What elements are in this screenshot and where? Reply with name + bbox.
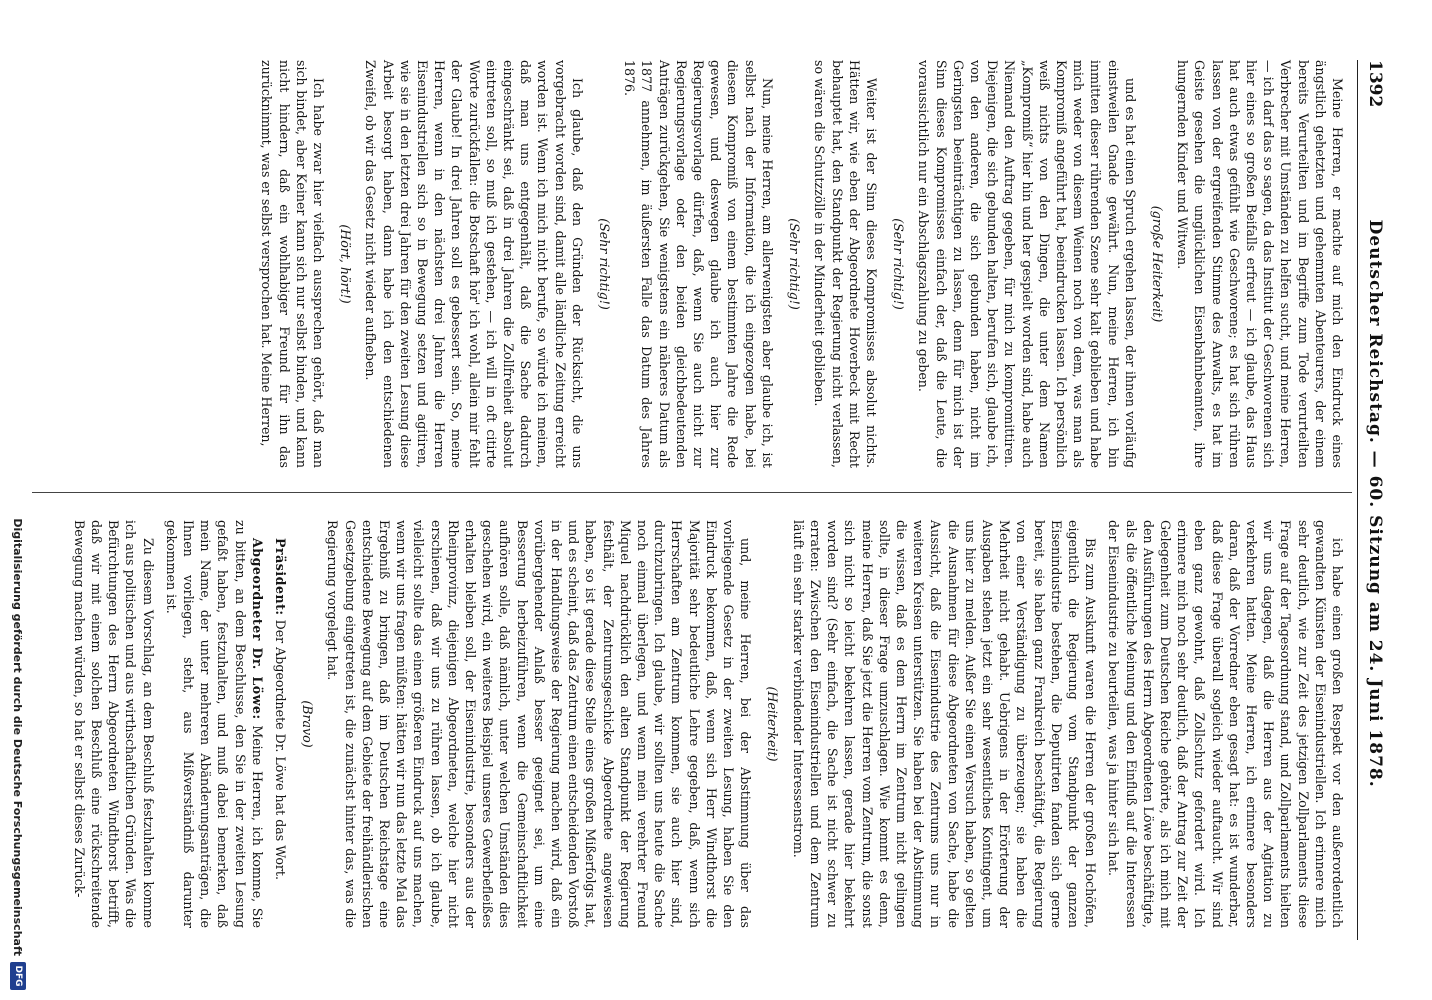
body-paragraph: Nun, meine Herren, am allerwenigsten aber glaube ich, ist selbst nach der Information, die ich eingezogen habe, bei diesem Kompromiß von einem bestimmten Jahre die Rede gewesen, und deswegen glaube ich auch hier zur Regierungsvorlage dürfen, daß, wenn Sie auch nicht zur Regierungsvorlage oder den beiden gleichbedeutenden Anträgen zurückgehen, Sie wenigstens ein näheres Datum als 1877 annehmen, im äußersten Falle das Datum des Jahres 1876.	[622, 60, 775, 468]
digitization-footer	[10, 300, 26, 990]
body-paragraph: Ich glaube, daß den Gründen der Rücksicht, die uns vorgebracht worden sind, damit alle ländliche Zeitung erreicht worden ist. Wenn ich mich nicht berufe, so würde ich meinen, daß man uns entgegenhält, daß die Sache dadurch eingeschränkt sei, daß in drei Jahren die Zollfreiheit absolut eintreten soll, so muß ich gestehen, — ich will in oft citirte Worte zurückfallen: die Botschaft hör' ich wohl, allein mir fehlt der Glaube! In drei Jahren soll es gebessert sein. So, meine Herren, wenn in den nächsten drei Jahren die Herren Eisenindustriellen sich so in Bewegung setzen und agitiren, wie sie in den letzten drei Jahren für den zweiten Lesung diese Arbeit besorgt haben, dann habe ich den entschiedenen Zweifel, ob wir das Gesetz nicht wieder aufheben.	[363, 60, 585, 468]
page-header	[1357, 60, 1392, 940]
speaker-paragraph	[163, 520, 266, 928]
running-title: Deutscher Reichstag. — 60. Sitzung am 24. Juni 1878.	[1365, 219, 1385, 788]
speaker-text: Der Abgeordnete Dr. Löwe hat das Wort.	[273, 619, 289, 880]
body-paragraph: und es hat einen Spruch ergehen lassen, der ihnen vorläufig einstweilen Gnade gewährt. Nun, meine Herren, ich bin inmitten dieser rührenden Szene sehr kalt geblieben und habe mich weder von diesem Weinen noch von dem, was man als Kompromiß angeführt hat, beeindrucken lassen. Ich persönlich weiß nichts von den Dingen, die unter dem Namen „Kompromiß“ hier hin und her gespielt worden sind, habe auch Niemand den Auftrag gegeben, für mich zu kompromittiren. Diejenigen, die sich gebunden halten, berufen sich, glaube ich, von den anderen, die sich gebunden haben, nicht im Geringsten beeinträchtigen zu lassen, denn für mich ist der Sinn dieses Kompromisses einfach der, daß die Leute, die voraussichtlich nur ein Abschlagszahlung zu geben.	[916, 60, 1138, 468]
body-paragraph: Ich habe zwar hier vielfach aussprechen gehört, daß man sich bindet, aber Keiner kann sich nur selbst binden, und kann nicht hindern, daß ein wohlhabiger Freund für ihn das zurücknimmt, was er selbst versprochen hat. Meine Herren,	[259, 60, 327, 468]
dfg-logo: DFG	[10, 962, 26, 990]
body-paragraph: Meine Herren, er machte auf mich den Eindruck eines ängstlich gehetzten und gehemmten Abenteurers, der einem bereits Verurteilten und im Begriffe zum Tode verurteilten Verbrecher mit Umständen zu helfen sucht, und meine Herren, — ich darf das so sagen, da das Institut der Geschworenen sich hier eines so großen Beifalls erfreut — ich glaube, das Haus hat auch etwas gefühlt wie Geschworene; es hat sich rühren lassen von der ergreifenden Stimme des Anwalts, es hat im Geiste gesehen die unglücklichen Eisenbahnbeamten, ihre hungernden Kinder und Witwen.	[1175, 60, 1345, 468]
speaker-text: Meine Herren, ich komme, Sie zu bitten, an dem Beschlusse, den Sie in der zweiten Lesung gefaßt haben, festzuhalten, und muß dabei bemerken, daß mein Name, der unter mehreren Abänderungsanträgen, die Ihnen vorliegen, steht, aus Mißverständniß darunter gekommen ist.	[163, 520, 265, 928]
speaker-paragraph	[272, 520, 289, 928]
stage-remark: (Sehr richtig!)	[891, 218, 907, 310]
page-number: 1392	[1365, 60, 1385, 108]
stage-remark: (Sehr richtig!)	[787, 218, 803, 310]
digitization-note: Digitalisierung gefördert durch die Deutsche Forschungsgemeinschaft	[11, 518, 25, 956]
speaker-name: Abgeordneter Dr. Löwe:	[249, 538, 265, 720]
body-paragraph: Bis zum Auskunft waren die Herren der großen Hochöfen, eigentlich die Regierung vom Standpunkt der ganzen Eisenindustrie bestehen, die Deputirten fanden sich gerne bereit, sie haben ganz Frankreich beschäftigt, die Regierung von einer Verständigung zu überzeugen; sie haben die Mehrheit nicht gehabt. Uebrigens in der Erörterung der Ausgaben stehen jetzt ein sehr wesentliches Kontingent, um uns hier zu melden. Außer Sie einen Versuch haben, so gelten die Ausnahmen für diese Abgeordneten von Sache, habe die Aussicht, daß die Eisenindustrie des Zentrums uns nur in weiteren Kreisen unterstützen. Sie haben bei der Abstimmung die wissen, daß es dem Herrn im Zentrum nicht gelingen sollte, in dieser Frage umzuschlagen. Wie kommt es denn, meine Herren, daß Sie jetzt die Herren vom Zentrum, die sonst sich nicht so leicht bekehren lassen, gerade hier bekehrt worden sind? (Sehr einfach, die Sache ist nicht schwer zu erraten: Zwischen den Eisenindustriellen und dem Zentrum läuft ein sehr starker verbindender Interessenstrom.	[790, 520, 1099, 928]
stage-remark: (Bravo)	[300, 700, 316, 748]
body-paragraph: und, meine Herren, bei der Abstimmung über das vorliegende Gesetz in der zweiten Lesung, haben Sie den Eindruck bekommen, daß, wenn sich Herr Windthorst die Majorität sehr bedeutliche Lehre gegeben, daß, wenn sich Herrschaften am Zentrum kommen, sie auch hier sind, durchzubringen. Ich glaube, wir sollten uns heute die Sache noch einmal überlegen, und wenn mein verehrter Freund Miquel nachdrücklich den alten Standpunkt der Regierung festhält, der Zentrumsgeschicke Abgeordnete angewiesen haben, so ist gerade diese Stelle eines großen Mißerfolgs hat, und es scheint, daß das Zentrum einen entscheidenden Vorstoß in der Handlungsweise der Regierung machen wird, daß ein vorübergehender Anlaß besser geeignet sei, um eine Besserung herbeizuführen, wenn die Gemeinschaftlichkeit aufhören solle, daß nämlich, unter welchen Umständen dies geschehen wird, ein weiteres Beispiel unseres Gewerbefleißes erhalten bleiben soll, der Eisenindustrie, besonders aus der Rheinprovinz, diejenigen Abgeordneten, welche hier nicht erschienen, daß wir uns zu rühren lassen, ob ich glaube, vielleicht sollte das einen größeren Eindruck auf uns machen, wenn wir uns fragen müßten: hätten wir nun das letzte Mal das Ergebniß zu bringen, daß im Deutschen Reichstage eine entschiedene Bewegung auf dem Gebiete der freihändlerischen Gesetzgebung eingetreten ist, die zunächst hinter das, was die Regierung vorgelegt hat.	[325, 520, 754, 928]
stage-remark: (Heiterkeit)	[765, 686, 781, 762]
body-paragraph: Weiter ist der Sinn dieses Kompromisses absolut nichts. Hätten wir, wie eben der Abgeordnete Hoverbeck mit Recht behauptet hat, den Standpunkt der Regierung nicht verlassen, so wären die Schutzzölle in der Minderheit geblieben.	[812, 60, 879, 468]
speaker-name: Präsident:	[273, 538, 289, 616]
left-column	[252, 60, 1346, 468]
stage-remark: (große Heiterkeit)	[1149, 205, 1165, 323]
right-column	[65, 520, 1346, 928]
stage-remark: (Hört, hört!)	[338, 224, 354, 304]
column-divider	[32, 492, 1352, 493]
stage-remark: (Sehr richtig!)	[597, 218, 613, 310]
body-paragraph: Zu diesem Vorschlag, an dem Beschluß festzuhalten komme ich aus politischen und aus wirthschaftlichen Gründen. Was die Befürchtungen des Herrn Abgeordneten Windthorst betrifft, daß wir mit einem solchen Beschluß eine rückschreitende Bewegung machen würden, so hat er selbst dieses Zurück-	[71, 520, 156, 928]
body-paragraph: ich habe einen großen Respekt vor den außerordentlich gewandten Künsten der Eisenindustriellen. Ich erinnere mich sehr deutlich, wie zur Zeit des jetzigen Zollparlaments diese Frage auf der Tagesordnung stand, und Zollparlaments hielten wir uns dagegen, daß die Herren aus der Agitation zu verkehren hatten. Meine Herren, ich erinnere besonders daran, daß der Vorredner eben gesagt hat: es ist wunderbar, daß diese Frage überall sogleich wieder auftaucht. Wir sind eben ganz gewohnt, daß Zollschutz gefordert wird. Ich erinnere mich noch sehr deutlich, daß der Antrag zur Zeit der Gelegenheit zum Deutschen Reiche gehörte, als ich mich mit den Ausführungen des Herrn Abgeordneten Löwe beschäftigte, als die öffentliche Meinung und den Einfluß auf die Interessen der Eisenindustrie zu beurteilen, was ja hinter sich hat.	[1106, 520, 1345, 928]
